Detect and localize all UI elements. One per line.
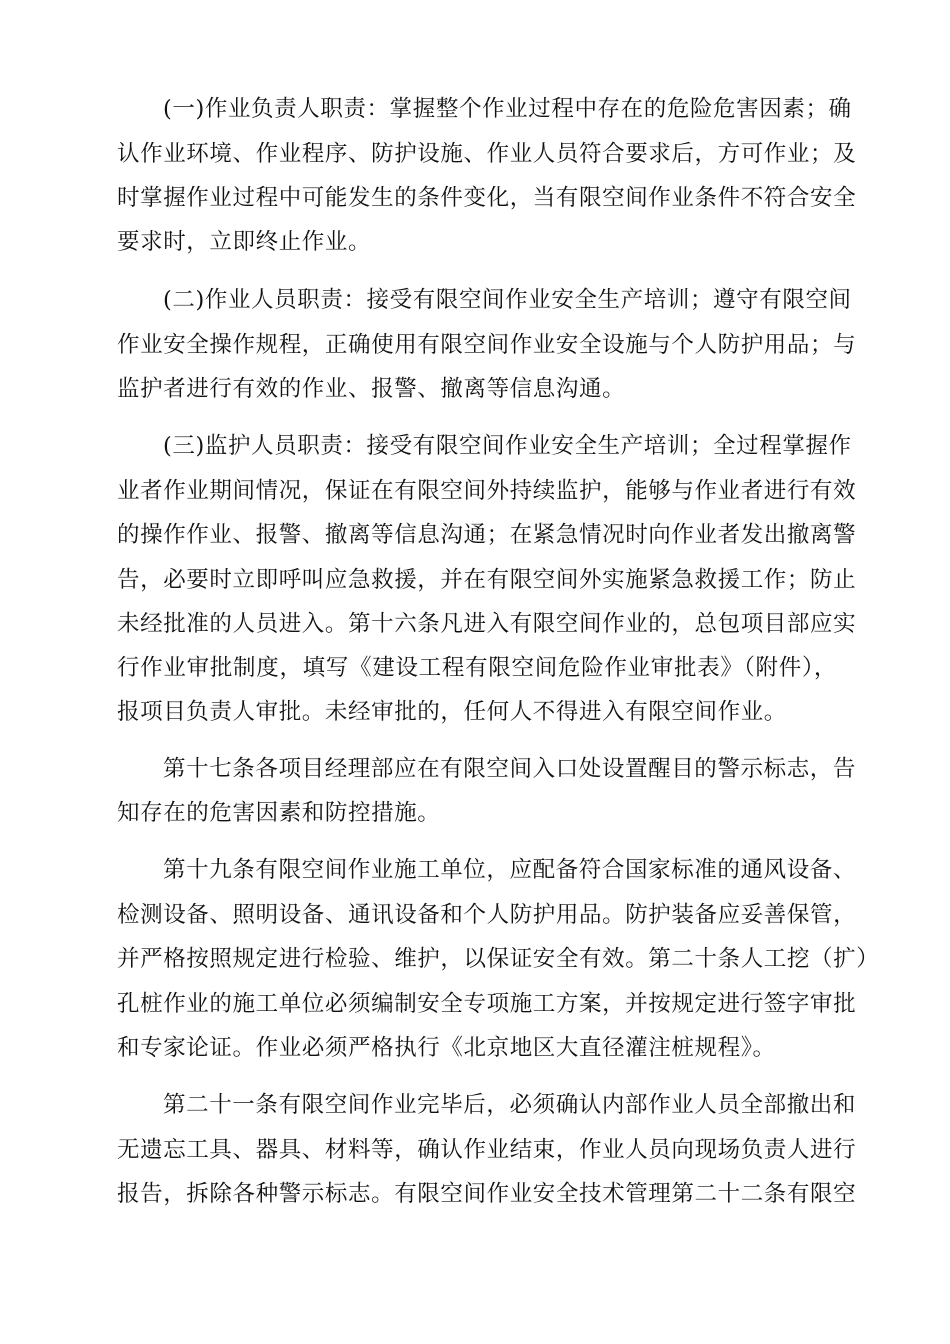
text-line: 检测设备、照明设备、通讯设备和个人防护用品。防护装备应妥善保管， <box>117 902 857 928</box>
text-line: 知存在的危害因素和防控措施。 <box>117 800 441 826</box>
text-line: 要求时，立即终止作业。 <box>117 229 372 255</box>
text-line: 未经批准的人员进入。第十六条凡进入有限空间作业的，总包项目部应实 <box>117 611 857 637</box>
text-line: 告，必要时立即呼叫应急救援，并在有限空间外实施紧急救援工作；防止 <box>117 567 857 593</box>
text-line: 监护者进行有效的作业、报警、撤离等信息沟通。 <box>117 376 626 402</box>
text-line: 的操作作业、报警、撤离等信息沟通；在紧急情况时向作业者发出撤离警 <box>117 522 857 548</box>
text-line: 报告，拆除各种警示标志。有限空间作业安全技术管理第二十二条有限空 <box>117 1181 857 1207</box>
text-line: 报项目负责人审批。未经审批的，任何人不得进入有限空间作业。 <box>117 699 787 725</box>
text-line: 时掌握作业过程中可能发生的条件变化，当有限空间作业条件不符合安全 <box>117 185 857 211</box>
text-line: 和专家论证。作业必须严格执行《北京地区大直径灌注桩规程》。 <box>117 1035 776 1061</box>
text-line: 并严格按照规定进行检验、维护，以保证安全有效。第二十条人工挖（扩） <box>117 946 880 972</box>
text-line: 行作业审批制度，填写《建设工程有限空间危险作业审批表》（附件）， <box>117 655 837 681</box>
text-line: 作业安全操作规程，正确使用有限空间作业安全设施与个人防护用品；与 <box>117 332 857 358</box>
text-line: 第十七条各项目经理部应在有限空间入口处设置醒目的警示标志，告 <box>163 756 857 782</box>
text-line: (三)监护人员职责：接受有限空间作业安全生产培训；全过程掌握作 <box>163 433 852 459</box>
text-line: 第二十一条有限空间作业完毕后，必须确认内部作业人员全部撤出和 <box>163 1092 857 1118</box>
text-line: (一)作业负责人职责：掌握整个作业过程中存在的危险危害因素；确 <box>163 96 852 122</box>
text-line: 业者作业期间情况，保证在有限空间外持续监护，能够与作业者进行有效 <box>117 478 857 504</box>
text-line: (二)作业人员职责：接受有限空间作业安全生产培训；遵守有限空间 <box>163 287 852 313</box>
text-line: 第十九条有限空间作业施工单位，应配备符合国家标准的通风设备、 <box>163 857 857 883</box>
text-line: 无遗忘工具、器具、材料等，确认作业结束，作业人员向现场负责人进行 <box>117 1137 857 1163</box>
text-line: 认作业环境、作业程序、防护设施、作业人员符合要求后，方可作业；及 <box>117 141 857 167</box>
text-line: 孔桩作业的施工单位必须编制安全专项施工方案，并按规定进行签字审批 <box>117 991 857 1017</box>
